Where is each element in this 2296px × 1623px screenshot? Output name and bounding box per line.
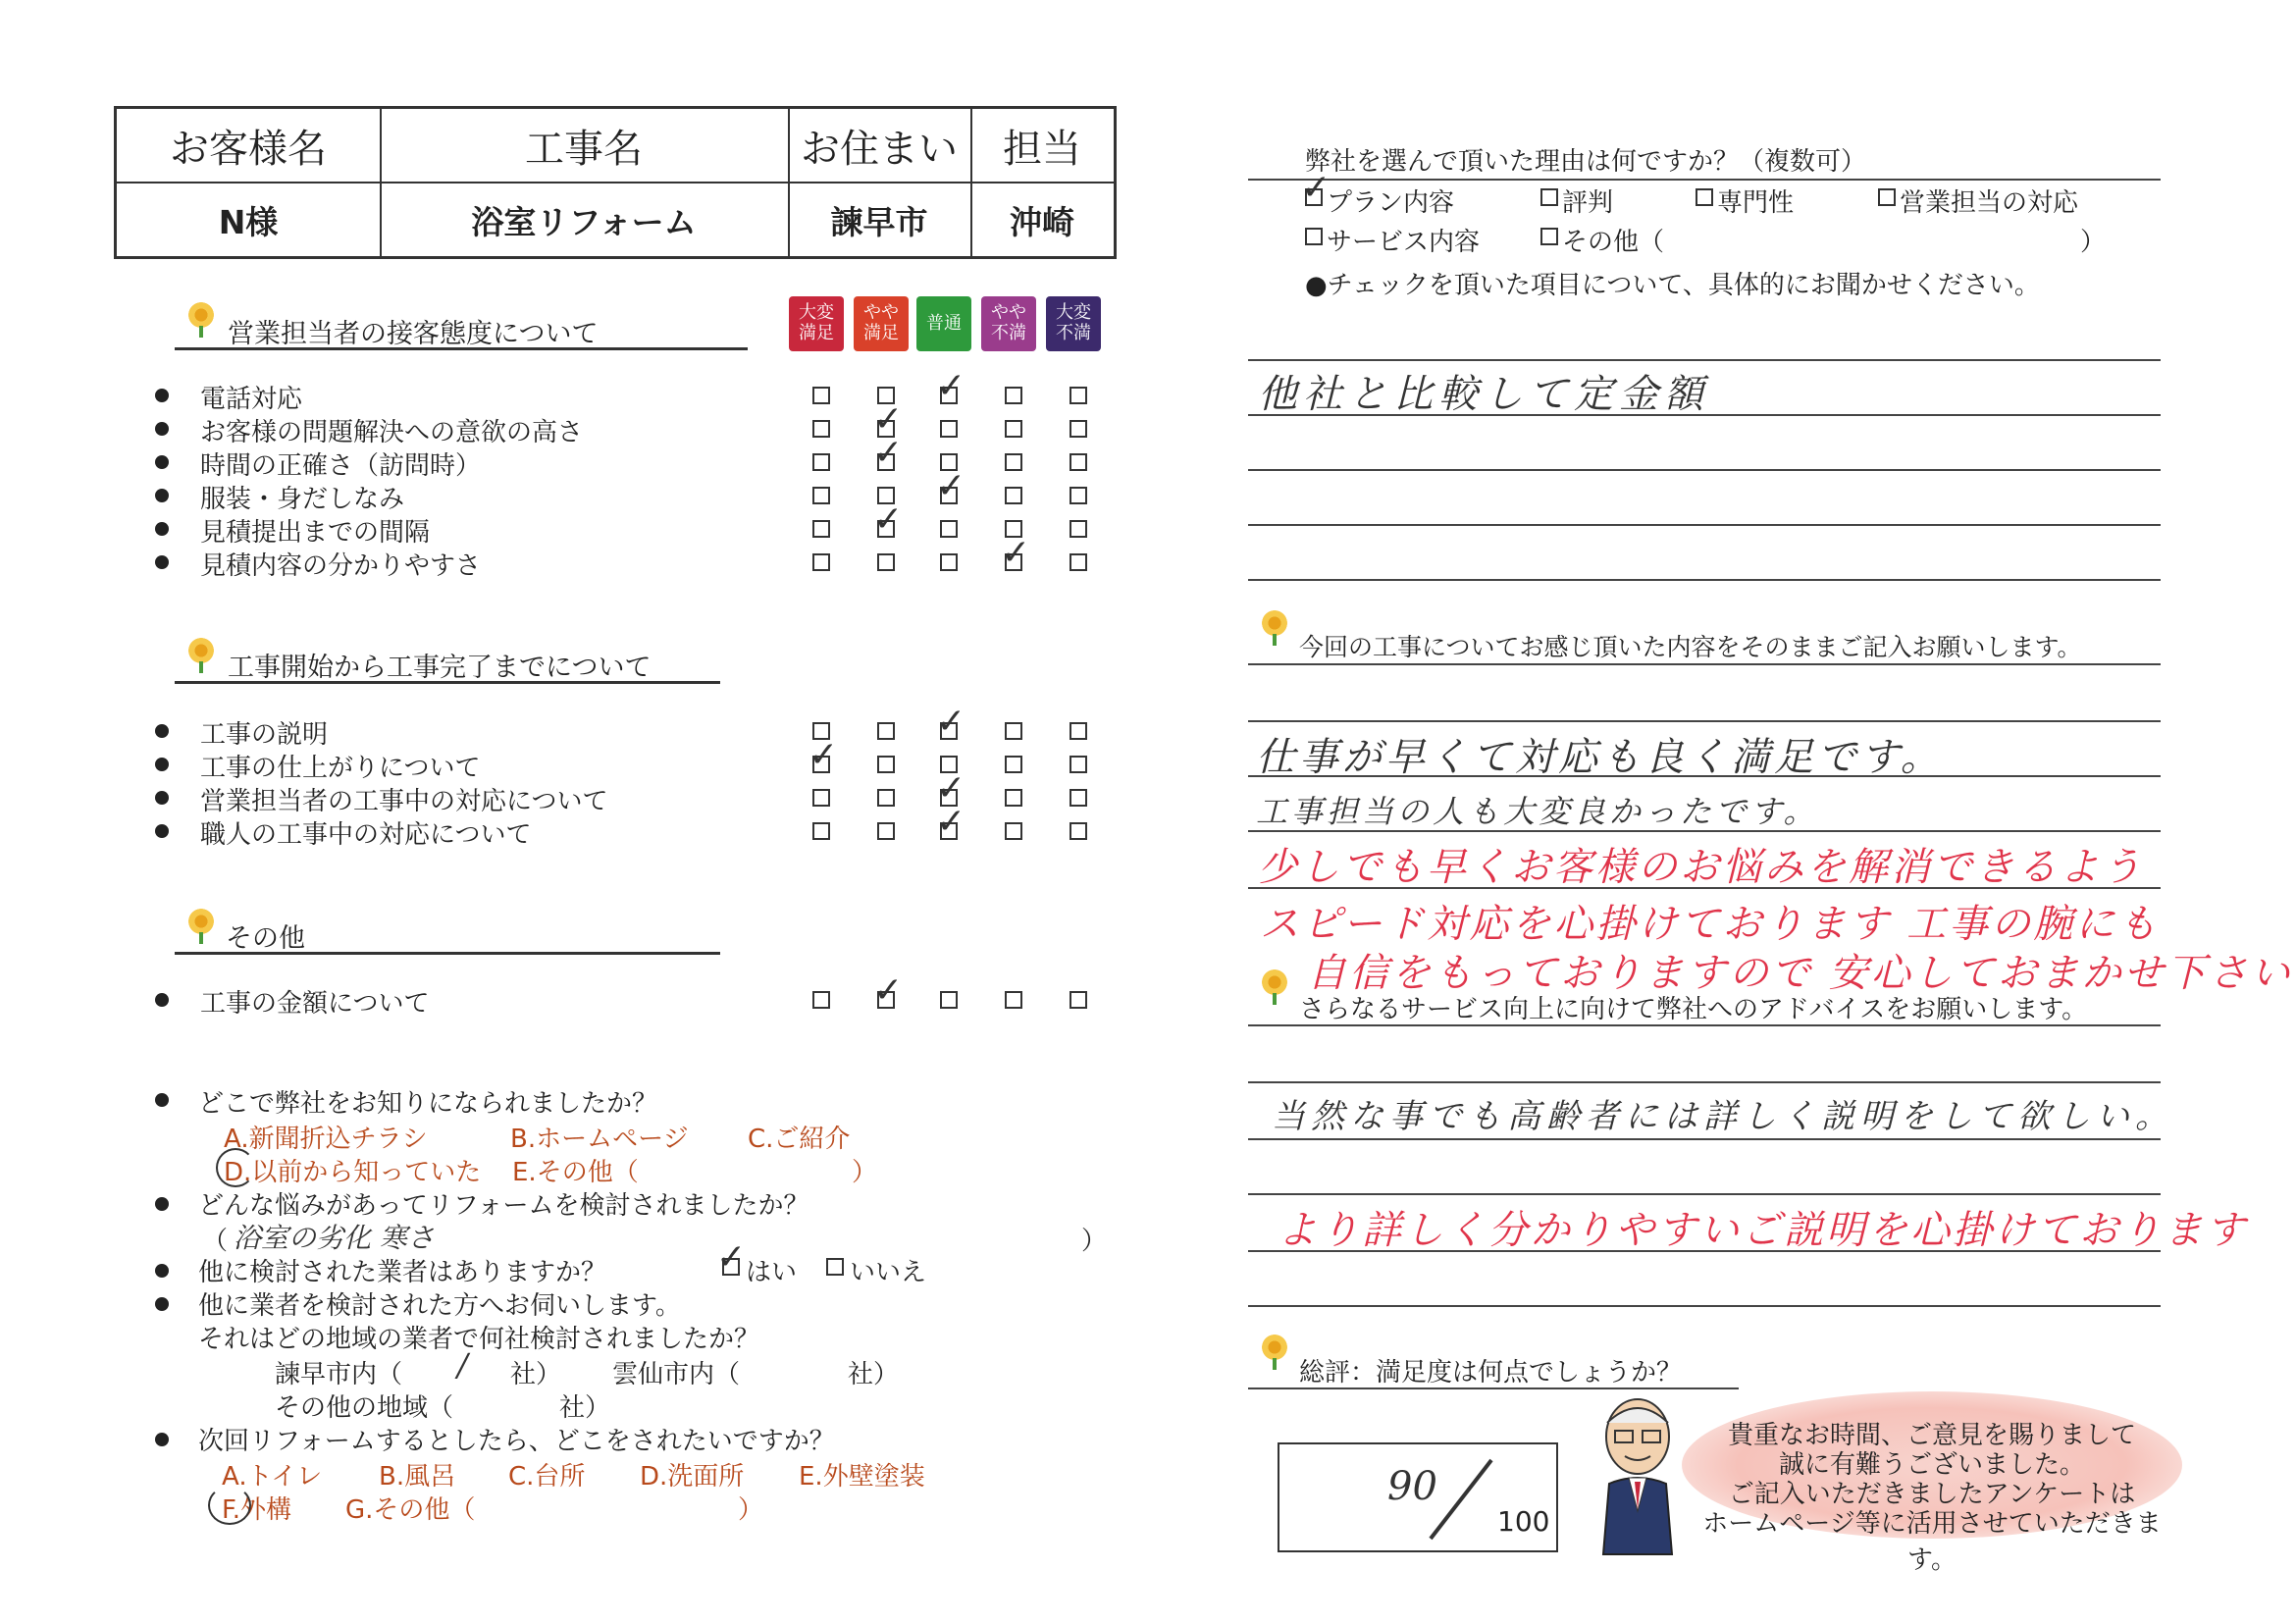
write-line [1248, 1250, 2161, 1252]
write-line [1248, 1193, 2161, 1195]
bullet [155, 1197, 169, 1211]
check-mark-icon: ✓ [936, 802, 966, 842]
q-next-opt-c[interactable]: C.台所 [508, 1462, 586, 1492]
rating-checkbox[interactable] [1070, 520, 1087, 538]
impression-reply-1: 少しでも早くお客様のお悩みを解消できるよう [1258, 845, 2144, 890]
check-mark-icon: ✓ [936, 768, 966, 809]
bullet [155, 389, 169, 402]
check-mark-icon: ✓ [873, 499, 904, 540]
write-line [1248, 720, 2161, 722]
check-mark-icon: ✓ [1001, 533, 1031, 573]
q-next-opt-b[interactable]: B.風呂 [379, 1462, 456, 1492]
q-area-line2: それはどの地域の業者で何社検討されましたか？ [198, 1325, 760, 1354]
impression-title: 今回の工事についてお感じ頂いた内容をそのままご記入お願いします。 [1299, 633, 2082, 661]
q-next-opt-e[interactable]: E.外壁塗装 [799, 1462, 925, 1492]
checkbox[interactable] [1878, 188, 1896, 206]
check-mark-icon: ✓ [873, 399, 904, 440]
write-line [1248, 663, 2161, 665]
rating-checkbox[interactable] [812, 387, 830, 404]
rating-checkbox[interactable] [1005, 487, 1022, 504]
q-area-unzen: 雲仙市内（ [612, 1360, 741, 1389]
section-divider [175, 681, 720, 684]
circled-mark [216, 1148, 255, 1187]
q-next-opt-f[interactable]: F.外構 [222, 1495, 292, 1525]
write-line [1248, 1024, 2161, 1026]
thanks-line-2: 誠に有難うございました。 [1778, 1450, 2085, 1480]
write-line [1248, 830, 2161, 832]
rating-checkbox[interactable] [812, 789, 830, 807]
thanks-line-4: ホームページ等に活用させていただきます。 [1702, 1509, 2162, 1575]
bullet [155, 993, 169, 1007]
q-next-opt-d[interactable]: D.洗面所 [640, 1462, 745, 1492]
check-mark-icon: ✓ [936, 702, 966, 742]
header-customer-value: N様 [218, 202, 279, 241]
rating-checkbox[interactable] [1070, 722, 1087, 740]
write-line [1248, 1081, 2161, 1083]
write-line [1248, 1305, 2161, 1307]
bullet [155, 1433, 169, 1446]
score-slash [1427, 1456, 1495, 1543]
q-next-opt-g[interactable]: G.その他（ [345, 1495, 476, 1525]
impression-answer-1[interactable]: 仕事が早くて対応も良く満足です。 [1256, 735, 1944, 780]
write-line [1248, 579, 2161, 581]
rating-checkbox[interactable] [1070, 487, 1087, 504]
bullet [155, 824, 169, 838]
rating-badge: 大変 不満 [1046, 296, 1101, 351]
q-know-opt-b[interactable]: B.ホームページ [510, 1125, 689, 1154]
rating-checkbox[interactable] [812, 420, 830, 438]
reason-title: 弊社を選んで頂いた理由は何ですか？（複数可） [1305, 147, 1867, 177]
write-line [1248, 775, 2161, 777]
q-next-opt-g-close: ） [738, 1495, 764, 1525]
bullet [155, 522, 169, 536]
advice-title: さらなるサービス向上に向けて弊社へのアドバイスをお願いします。 [1299, 995, 2088, 1024]
bullet [155, 455, 169, 469]
rating-item-label: 見積内容の分かりやすさ [200, 551, 482, 581]
reason-note: ●チェックを頂いた項目について、具体的にお聞かせください。 [1305, 271, 2040, 300]
bullet [155, 724, 169, 738]
write-line [1248, 1138, 2161, 1140]
q-next-question: 次回リフォームするとしたら、どこをされたいですか？ [198, 1427, 835, 1456]
rating-checkbox[interactable] [1005, 387, 1022, 404]
q-know-opt-c[interactable]: C.ご紹介 [748, 1125, 851, 1154]
flower-icon [1262, 969, 1287, 995]
bullet [155, 422, 169, 436]
circled-mark [208, 1486, 251, 1525]
q-other-yes: はい [746, 1258, 798, 1287]
flower-icon [188, 302, 214, 328]
rating-item-label: お客様の問題解決への意欲の高さ [200, 418, 584, 447]
rating-checkbox[interactable] [940, 520, 958, 538]
rating-badge: やや 不満 [981, 296, 1036, 351]
header-residence-label: お住まい [801, 126, 958, 172]
rating-checkbox[interactable] [877, 756, 895, 773]
bullet [155, 1297, 169, 1311]
check-mark-icon: ✓ [1301, 168, 1331, 208]
rating-checkbox[interactable] [877, 822, 895, 840]
write-line [1248, 414, 2161, 416]
header-staff-value: 沖崎 [1010, 202, 1074, 241]
rating-item-label: 営業担当者の工事中の対応について [200, 787, 608, 816]
rating-checkbox[interactable] [877, 789, 895, 807]
reason-opt-sales: 営業担当の対応 [1900, 188, 2079, 218]
flower-icon [1262, 1335, 1287, 1360]
rating-badge: 大変 満足 [789, 296, 844, 351]
check-mark-icon: ✓ [936, 366, 966, 406]
rating-checkbox[interactable] [877, 722, 895, 740]
rating-checkbox[interactable] [1070, 756, 1087, 773]
rating-checkbox[interactable] [940, 420, 958, 438]
reason-opt-other-close: ） [2080, 228, 2107, 257]
bullet [155, 791, 169, 805]
rating-checkbox[interactable] [1070, 789, 1087, 807]
checkbox[interactable] [826, 1258, 844, 1276]
q-know-opt-e[interactable]: E.その他（ [512, 1158, 639, 1187]
q-worry-answer[interactable]: 浴室の劣化 寒さ [234, 1222, 435, 1254]
q-area-sha2: 社） [848, 1360, 900, 1389]
bullet [155, 758, 169, 771]
rating-checkbox[interactable] [1005, 756, 1022, 773]
rating-checkbox[interactable] [1005, 453, 1022, 471]
q-area-isahaya-count[interactable]: / [457, 1346, 468, 1384]
rating-item-label: 工事の説明 [200, 720, 329, 750]
q-area-sha1: 社） [510, 1360, 562, 1389]
thanks-line-3: ご記入いただきましたアンケートは [1728, 1480, 2136, 1509]
reason-opt-reputation: 評判 [1562, 188, 1614, 218]
q-area-line1: 他に業者を検討された方へお伺いします。 [198, 1291, 681, 1321]
write-line [1248, 524, 2161, 526]
header-residence-value: 諫早市 [830, 202, 928, 241]
reason-opt-expertise: 専門性 [1717, 188, 1795, 218]
q-worry-close: ） [1081, 1227, 1108, 1256]
header-project-value: 浴室リフォーム [471, 202, 697, 241]
rating-checkbox[interactable] [1005, 789, 1022, 807]
impression-reply-3: 自信をもっておりますので 安心しておまかせ下さい [1307, 951, 2293, 996]
score-title: 総評：満足度は何点でしょうか？ [1299, 1358, 1683, 1387]
write-line [1248, 469, 2161, 471]
q-worry-open: （ [202, 1227, 229, 1256]
rating-checkbox[interactable] [940, 553, 958, 571]
checkbox[interactable] [1305, 228, 1323, 245]
bullet [155, 1093, 169, 1107]
rating-item-label: 服装・身だしなみ [200, 485, 405, 514]
bullet [155, 489, 169, 502]
rating-checkbox[interactable] [1070, 822, 1087, 840]
bullet [155, 1264, 169, 1278]
rating-checkbox[interactable] [812, 553, 830, 571]
rating-item-label: 工事の仕上がりについて [200, 754, 481, 783]
check-mark-icon: ✓ [873, 970, 904, 1011]
reason-opt-other: その他（ [1562, 228, 1665, 257]
rating-item-label: 見積提出までの間隔 [200, 518, 431, 548]
score-max: 100 [1497, 1505, 1550, 1538]
rating-checkbox[interactable] [1070, 553, 1087, 571]
rating-checkbox[interactable] [812, 991, 830, 1009]
score-value[interactable]: 90 [1387, 1464, 1437, 1509]
q-next-opt-a[interactable]: A.トイレ [222, 1462, 323, 1492]
rating-checkbox[interactable] [1070, 991, 1087, 1009]
q-area-sha3: 社） [559, 1393, 611, 1423]
staff-illustration [1590, 1393, 1686, 1558]
underline [1248, 179, 2161, 181]
q-worry-question: どんな悩みがあってリフォームを検討されましたか？ [198, 1191, 809, 1221]
rating-checkbox[interactable] [1005, 722, 1022, 740]
customer-info-table [114, 106, 1117, 259]
q-know-opt-e-close: ） [852, 1158, 878, 1187]
q-other-question: 他に検討された業者はありますか？ [198, 1258, 607, 1287]
q-area-other: その他の地域（ [275, 1393, 454, 1423]
write-line [1248, 887, 2161, 889]
check-mark-icon: ✓ [873, 433, 904, 473]
header-customer-label: お客様名 [170, 126, 327, 172]
underline [1248, 1387, 1739, 1389]
rating-checkbox[interactable] [877, 553, 895, 571]
advice-answer[interactable]: 当然な事でも高齢者には詳しく説明をして欲しい。 [1272, 1097, 2174, 1136]
rating-checkbox[interactable] [940, 991, 958, 1009]
checkbox[interactable] [1540, 188, 1558, 206]
rating-checkbox[interactable] [812, 520, 830, 538]
bullet [155, 555, 169, 569]
rating-item-label: 職人の工事中の対応について [200, 820, 532, 850]
q-know-question: どこで弊社をお知りになられましたか？ [198, 1089, 658, 1119]
rating-checkbox[interactable] [1070, 387, 1087, 404]
impression-reply-2: スピード対応を心掛けております 工事の腕にも [1260, 902, 2161, 947]
advice-reply: より詳しく分かりやすいご説明を心掛けております [1278, 1208, 2248, 1253]
section-divider [175, 952, 720, 955]
header-project-label: 工事名 [525, 126, 643, 172]
rating-checkbox[interactable] [812, 453, 830, 471]
rating-checkbox[interactable] [812, 822, 830, 840]
score-box[interactable] [1278, 1442, 1558, 1552]
check-mark-icon: ✓ [936, 466, 966, 506]
rating-badge: やや 満足 [854, 296, 909, 351]
impression-answer-2[interactable]: 工事担当の人も大変良かったです。 [1256, 793, 1819, 830]
flower-icon [1262, 610, 1287, 636]
check-mark-icon: ✓ [716, 1237, 747, 1278]
q-know-opt-d[interactable]: D.以前から知っていた [224, 1158, 482, 1187]
thanks-line-1: 貴重なお時間、ご意見を賜りまして [1727, 1421, 2136, 1450]
rating-item-label: 電話対応 [200, 385, 303, 414]
header-staff-label: 担当 [1003, 126, 1081, 172]
rating-checkbox[interactable] [1005, 822, 1022, 840]
section2-title: 工事開始から工事完了までについて [228, 653, 652, 683]
rating-checkbox[interactable] [1005, 991, 1022, 1009]
rating-checkbox[interactable] [812, 487, 830, 504]
checkbox[interactable] [1540, 228, 1558, 245]
q-know-opt-a[interactable]: A.新聞折込チラシ [224, 1125, 428, 1154]
check-mark-icon: ✓ [809, 735, 839, 775]
section-divider [175, 347, 748, 350]
section1-title: 営業担当者の接客態度について [228, 319, 599, 349]
rating-item-label: 工事の金額について [200, 989, 430, 1019]
rating-checkbox[interactable] [1005, 420, 1022, 438]
thanks-message [1682, 1391, 2182, 1575]
reason-opt-service: サービス内容 [1327, 228, 1481, 257]
section3-title: その他 [226, 923, 305, 954]
write-line [1248, 359, 2161, 361]
checkbox[interactable] [1696, 188, 1713, 206]
rating-checkbox[interactable] [1070, 453, 1087, 471]
flower-icon [188, 909, 214, 934]
flower-icon [188, 638, 214, 663]
reason-answer[interactable]: 他社と比較して定金額 [1258, 372, 1709, 417]
rating-badge: 普通 [916, 296, 971, 351]
q-area-isahaya: 諫早市内（ [275, 1360, 403, 1389]
rating-item-label: 時間の正確さ（訪問時） [200, 451, 482, 481]
reason-opt-plan: プラン内容 [1327, 188, 1455, 218]
q-other-no: いいえ [850, 1258, 927, 1287]
rating-checkbox[interactable] [1070, 420, 1087, 438]
